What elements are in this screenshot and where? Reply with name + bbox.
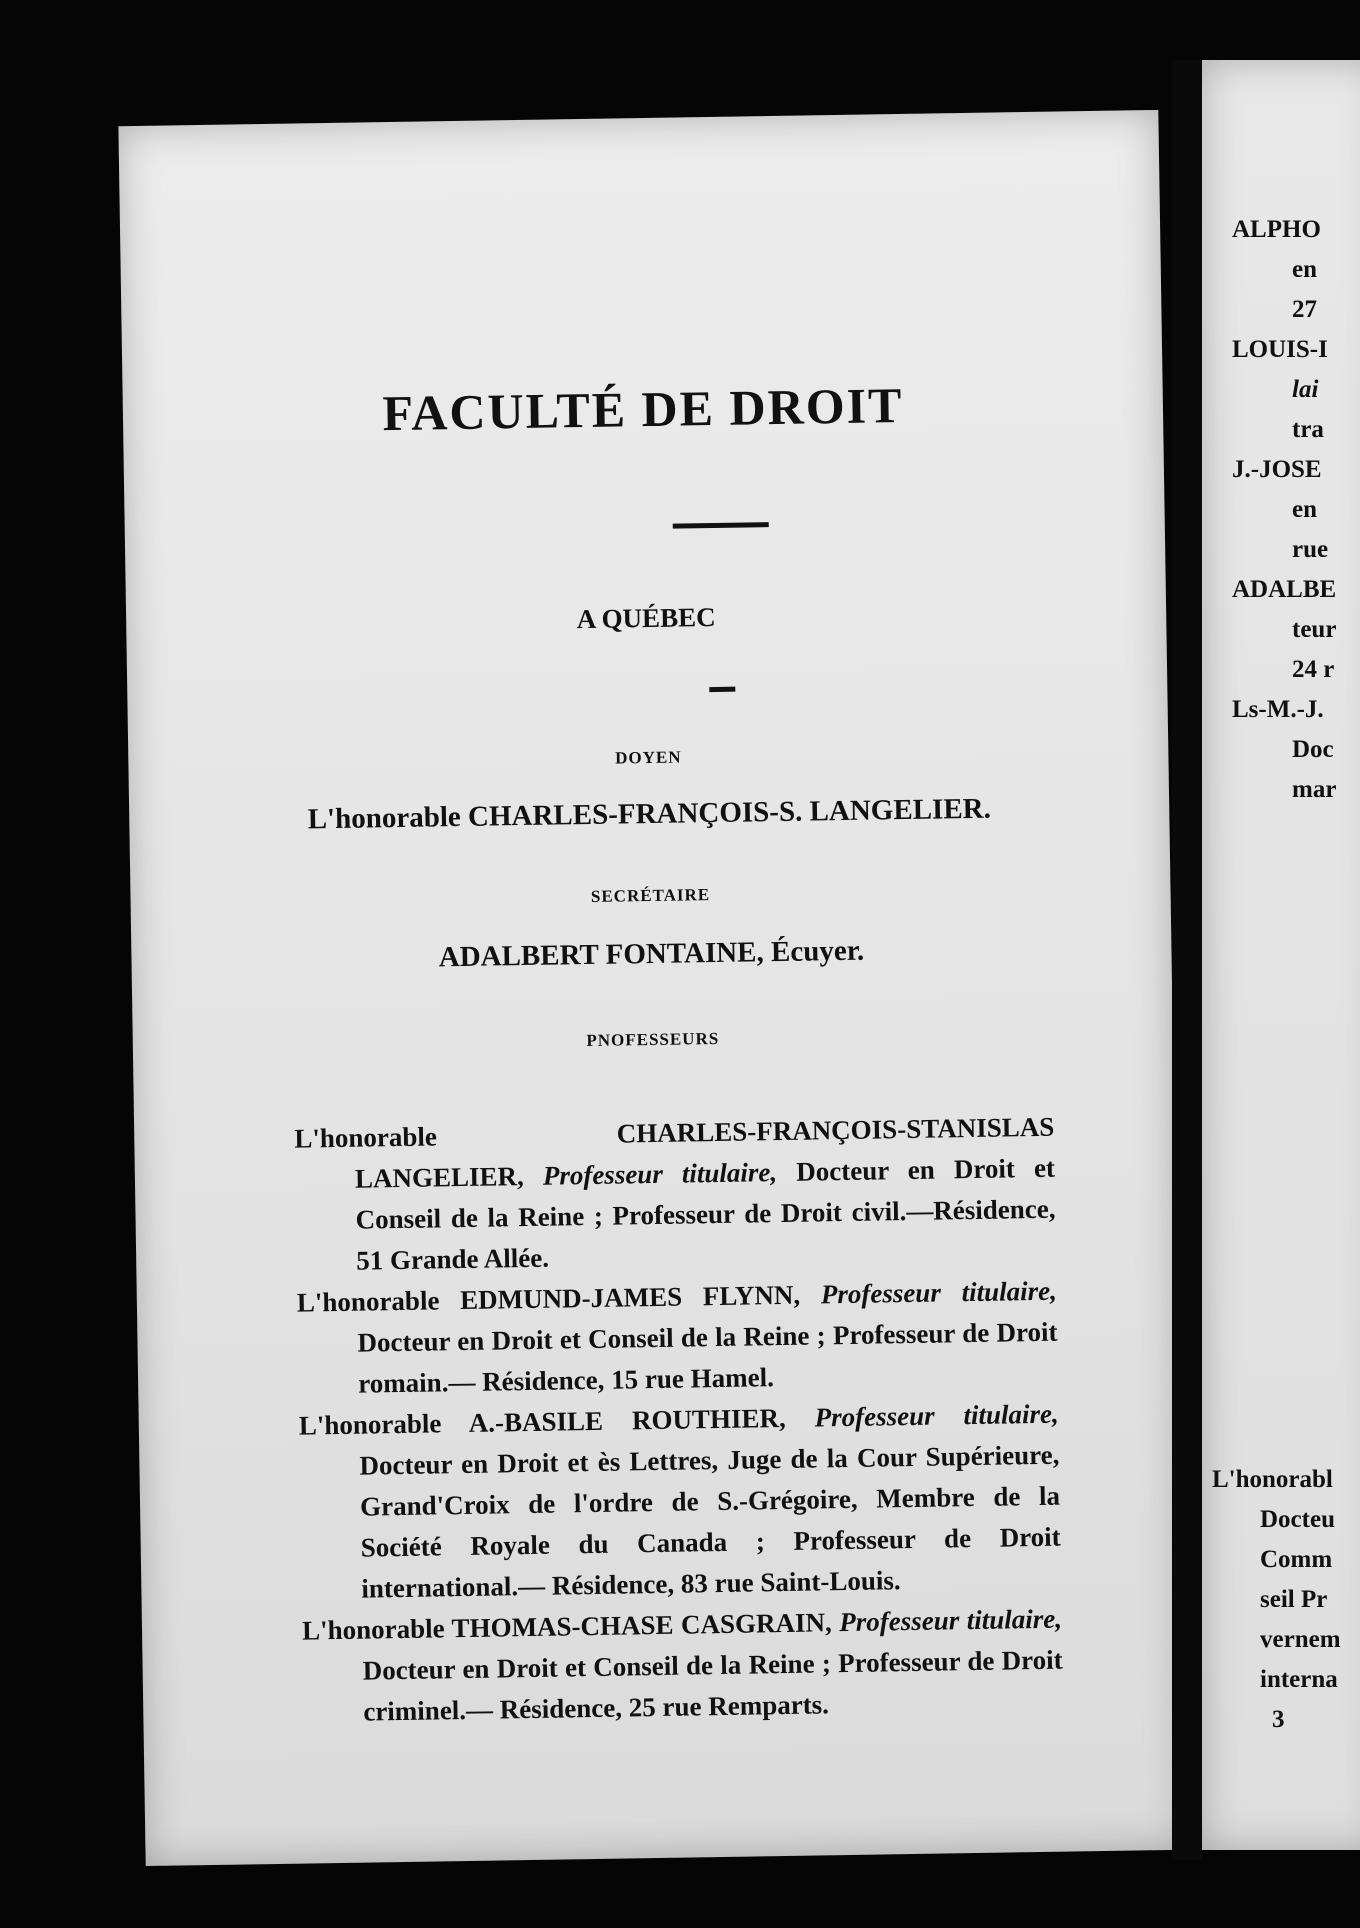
professor-name: L'honorable A.-BASILE ROUTHIER, [298, 1402, 786, 1441]
secretary-heading: SECRÉTAIRE [590, 885, 711, 906]
fragment-line: Ls-M.-J. [1232, 696, 1324, 723]
professors-heading: PNOFESSEURS [586, 1028, 720, 1051]
title-divider [673, 522, 769, 529]
professor-details: Docteur en Droit et ès Lettres, Juge de la Cour Supérieure, Grand'Croix de l'ordre de S.-Grégoire, Membre de la Société Royale du Canada ; Professeur de Droit international.— Résidence, 83 rue Saint-Louis. [359, 1439, 1061, 1604]
professor-list [294, 1107, 1064, 1734]
professor-details: Docteur en Droit et Conseil de la Reine ; Professeur de Droit civil.—Résidence, 51 Grande Allée. [355, 1152, 1056, 1276]
location-heading: A QUÉBEC [576, 601, 716, 635]
right-page-fragment [1202, 60, 1360, 1850]
professor-entry [302, 1599, 1064, 1734]
location-divider [709, 687, 735, 692]
professor-role: Professeur titulaire, [820, 1275, 1058, 1310]
fragment-line: Comm [1260, 1546, 1333, 1573]
fragment-line: L'honorabl [1212, 1466, 1333, 1493]
professor-entry [294, 1107, 1056, 1283]
next-page-top-text [1232, 210, 1360, 810]
fragment-line: rue [1292, 536, 1329, 563]
professor-name: L'honorable THOMAS-CHASE CASGRAIN, [301, 1607, 833, 1646]
dean-name: L'honorable CHARLES-FRANÇOIS-S. LANGELIER. [307, 792, 992, 836]
fragment-line: lai [1292, 376, 1319, 403]
fragment-line: 3 [1272, 1706, 1285, 1733]
fragment-line: J.-JOSE [1232, 456, 1322, 483]
professor-role: Professeur titulaire, [542, 1157, 778, 1191]
next-page-bottom-text [1212, 1460, 1360, 1740]
fragment-line: en [1292, 256, 1317, 283]
secretary-name: ADALBERT FONTAINE, Écuyer. [438, 934, 865, 974]
page-title: FACULTÉ DE DROIT [381, 376, 904, 442]
fragment-line: seil Pr [1260, 1586, 1328, 1613]
fragment-line: ADALBE [1232, 576, 1337, 603]
professor-name: L'honorable CHARLES-FRANÇOIS-STANISLAS LANGELIER, [294, 1111, 1055, 1194]
professor-role: Professeur titulaire, [814, 1398, 1059, 1433]
professor-details: Docteur en Droit et Conseil de la Reine ; Professeur de Droit romain.— Résidence, 15 rue Hamel. [357, 1316, 1058, 1399]
fragment-line: vernem [1260, 1626, 1341, 1653]
fragment-line: en [1292, 496, 1317, 523]
fragment-line: 24 r [1292, 656, 1335, 683]
professor-name: L'honorable EDMUND-JAMES FLYNN, [296, 1279, 801, 1318]
left-page [118, 110, 1185, 1866]
fragment-line: Docteu [1260, 1506, 1335, 1533]
fragment-line: 27 [1292, 296, 1317, 323]
fragment-line: Doc [1292, 736, 1334, 763]
fragment-line: interna [1260, 1666, 1338, 1693]
fragment-line: tra [1292, 416, 1324, 443]
dean-heading: DOYEN [615, 747, 682, 768]
professor-details: Docteur en Droit et Conseil de la Reine ; Professeur de Droit criminel.— Résidence, 25 rue Remparts. [362, 1644, 1063, 1727]
professor-role: Professeur titulaire, [839, 1603, 1063, 1638]
fragment-line: ALPHO [1232, 216, 1321, 243]
professor-entry [299, 1394, 1062, 1611]
fragment-line: teur [1292, 616, 1337, 643]
fragment-line: mar [1292, 776, 1337, 803]
professor-entry [297, 1271, 1059, 1406]
book-gutter [1172, 60, 1202, 1860]
fragment-line: LOUIS-I [1232, 336, 1328, 363]
